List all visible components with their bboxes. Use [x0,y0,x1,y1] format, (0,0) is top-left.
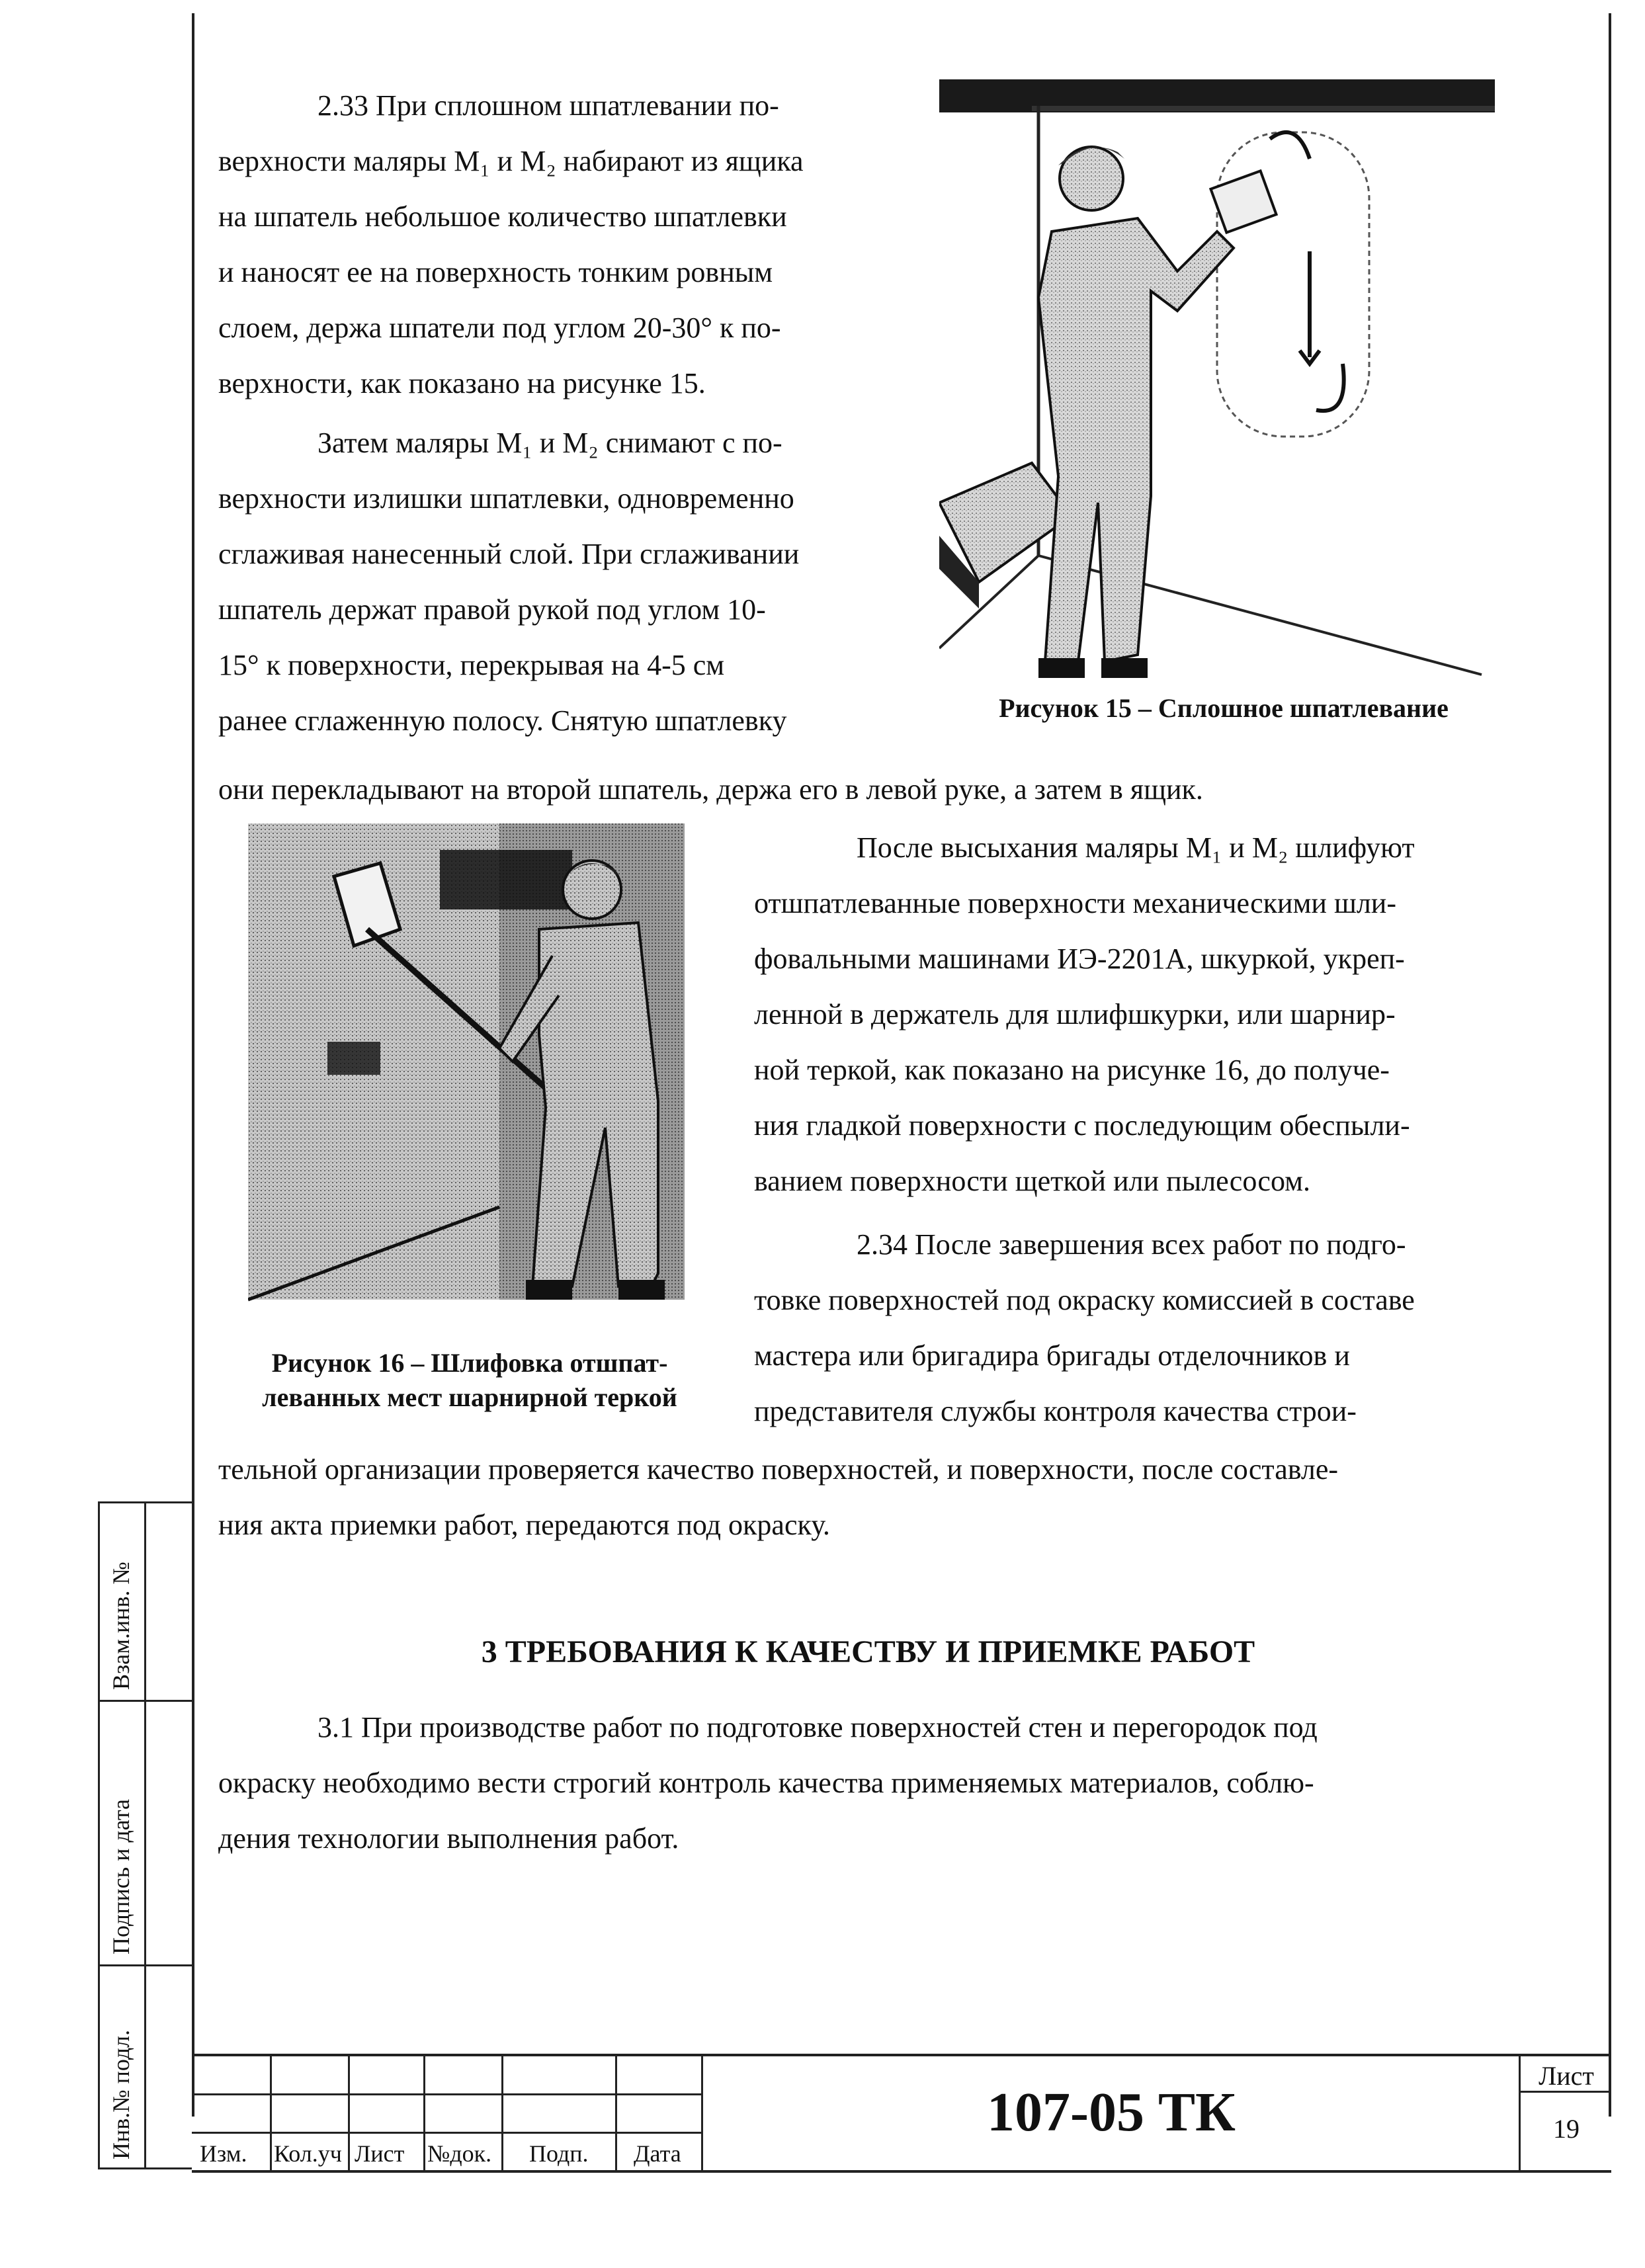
side-label-vzam: Взам.инв. № [108,1562,134,1690]
figure-16-image [248,823,685,1353]
p3-line-5: ной теркой, как показано на рисунке 16, до получе- [754,1054,1390,1086]
p4-line-2: товке поверхностей под окраску комиссией в составе [754,1284,1415,1316]
tb-line [192,2093,701,2095]
tb-line [270,2054,272,2173]
side-stamp [98,1501,192,2169]
p3-line-3: фовальными машинами ИЭ-2201А, шкуркой, укреп- [754,943,1405,975]
figure-15-image [939,79,1495,681]
p1-line-1: 2.33 При сплошном шпатлевании по- [317,89,779,122]
side-stamp-line [144,1501,146,2169]
tb-line [192,2054,1611,2056]
figure-15-caption: Рисунок 15 – Сплошное шпатлевание [999,693,1449,723]
tb-col-koluch: Кол.уч [274,2140,342,2167]
tb-col-list: Лист [355,2140,405,2167]
sheet-label: Лист [1539,2061,1594,2091]
p2-line-1: Затем маляры М₁ и М₂ снимают с по- [317,427,782,459]
sheet-number: 19 [1553,2114,1580,2144]
p2-line-6: ранее сглаженную полосу. Снятую шпатлевку [218,704,787,737]
paragraph-sanding [754,820,1518,1209]
tb-line [348,2054,350,2173]
p1-line-3: на шпатель небольшое количество шпатлевки [218,200,787,233]
p4-line-1: 2.34 После завершения всех работ по подго- [857,1228,1406,1261]
side-stamp-line [98,2167,192,2169]
section-heading: 3 ТРЕБОВАНИЯ К КАЧЕСТВУ И ПРИЕМКЕ РАБОТ [481,1634,1255,1669]
side-stamp-line [98,1964,192,1966]
paragraph-smoothing-tail: они перекладывают на второй шпатель, держа его в левой руке, а затем в ящик. [218,773,1203,806]
tb-line [1519,2054,1521,2173]
p3-line-1: После высыхания маляры М₁ и М₂ шлифуют [857,831,1415,864]
paragraph-smoothing [218,415,893,749]
p3-line-7: ванием поверхности щеткой или пылесосом. [754,1165,1310,1197]
frame-right-border [1609,13,1611,2117]
p4-line-3: мастера или бригадира бригады отделочников и [754,1339,1350,1372]
side-stamp-line [98,1700,192,1702]
tb-col-data: Дата [634,2140,681,2167]
side-stamp-line [98,1501,100,2169]
frame-left-border [192,13,194,2117]
p4-tail-line-1: тельной организации проверяется качество поверхностей, и поверхности, после составле- [218,1453,1339,1486]
paragraph-2-34 [754,1217,1518,1439]
tb-col-izm: Изм. [200,2140,247,2167]
p5-line-1: 3.1 При производстве работ по подготовке поверхностей стен и перегородок под [317,1711,1318,1743]
doc-code: 107-05 ТК [987,2081,1236,2143]
p1-line-6: верхности, как показано на рисунке 15. [218,367,706,399]
p3-line-2: отшпатлеванные поверхности механическими шли- [754,887,1397,919]
tb-line [501,2054,503,2173]
p4-line-4: представителя службы контроля качества строи- [754,1395,1357,1427]
paragraph-2-34-tail [218,1442,1518,1553]
fig16-caption-line-1: Рисунок 16 – Шлифовка отшпат- [271,1348,668,1378]
p2-line-2: верхности излишки шпатлевки, одновременно [218,482,794,515]
p1-line-4: и наносят ее на поверхность тонким ровным [218,256,773,288]
p5-line-2: окраску необходимо вести строгий контроль качества применяемых материалов, соблю- [218,1767,1314,1799]
p1-line-2: верхности маляры М₁ и М₂ набирают из ящика [218,145,804,177]
figure-16-caption [225,1346,714,1415]
tb-line [423,2054,425,2173]
plasterer-illustration [939,79,1495,681]
tb-line [701,2054,703,2173]
p3-line-4: ленной в держатель для шлифшкурки, или шарнир- [754,998,1396,1030]
tb-line [615,2054,617,2173]
paragraph-2-33 [218,78,893,411]
title-block [192,2054,1611,2173]
p2-line-5: 15° к поверхности, перекрывая на 4-5 см [218,649,725,681]
paragraph-3-1 [218,1700,1518,1867]
tb-line [192,2132,701,2134]
p4-tail-line-2: ния акта приемки работ, передаются под окраску. [218,1509,830,1541]
p5-line-3: дения технологии выполнения работ. [218,1822,679,1855]
p3-line-6: ния гладкой поверхности с последующим обеспыли- [754,1109,1410,1142]
tb-col-ndok: №док. [427,2140,492,2167]
side-label-podpis: Подпись и дата [108,1799,134,1954]
side-label-inv: Инв.№ подл. [108,2029,134,2160]
tb-col-podp: Подп. [529,2140,589,2167]
sander-illustration [248,823,685,1353]
side-stamp-line [98,1501,192,1503]
tb-line [192,2170,1611,2173]
p1-line-5: слоем, держа шпатели под углом 20-30° к по- [218,312,781,344]
p2-line-4: шпатель держат правой рукой под углом 10- [218,593,766,626]
p2-line-3: сглаживая нанесенный слой. При сглаживании [218,538,800,570]
fig16-caption-line-2: леванных мест шарнирной теркой [262,1382,677,1412]
